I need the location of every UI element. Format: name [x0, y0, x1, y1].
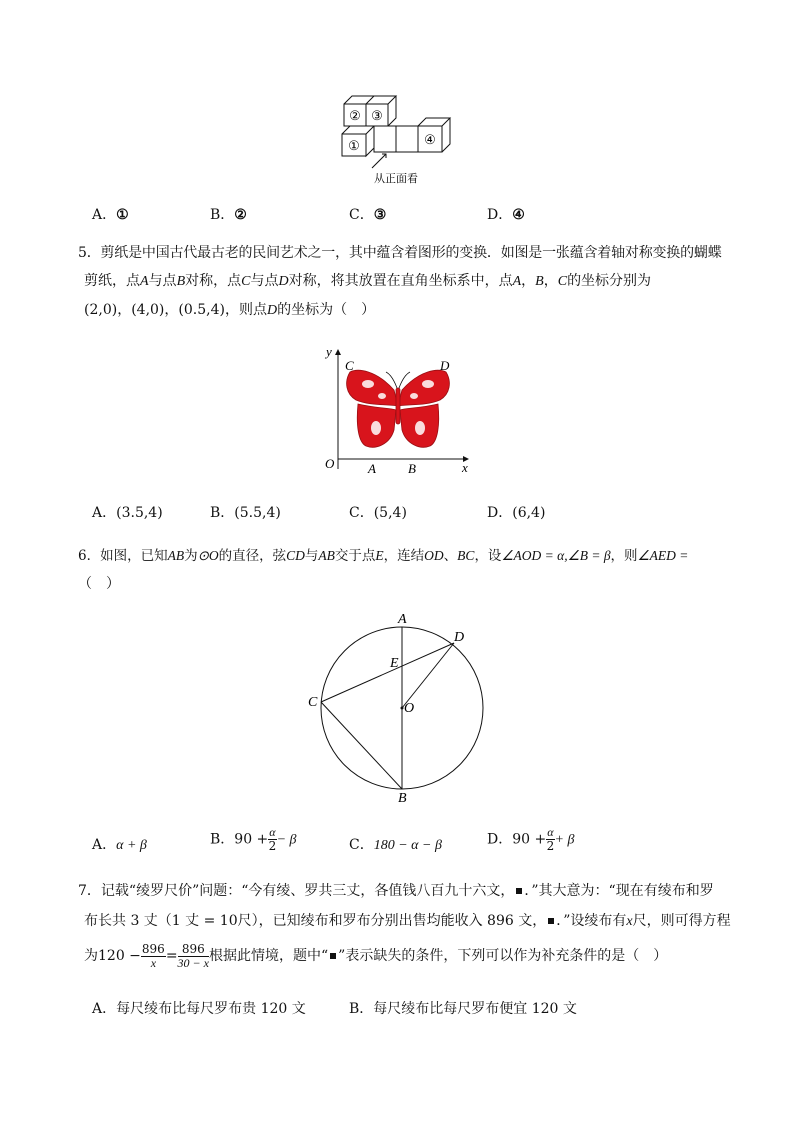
q6-option-c[interactable]: C．180 − α − β: [349, 837, 442, 853]
circle-point-c: C: [308, 695, 318, 710]
butterfly-image: [347, 370, 450, 447]
missing-condition-square-icon: [330, 953, 336, 959]
axis-y-label: y: [326, 344, 332, 359]
origin-label: O: [325, 456, 335, 471]
q5-line-1: 5．剪纸是中国古代最古老的民间艺术之一，其中蕴含着图形的变换．如图是一张蕴含着轴对称变换的蝴蝶: [78, 245, 722, 261]
q6-option-a[interactable]: A．α + β: [92, 837, 147, 853]
circle-point-e: E: [390, 656, 399, 671]
q5-option-d[interactable]: D．(6,4): [487, 505, 546, 521]
butterfly-coordinate-figure: [318, 344, 478, 476]
circle-center-o: O: [404, 701, 415, 716]
q6-option-d[interactable]: D．90 + $\frac{\alpha}{2}$ + β: [487, 825, 575, 853]
axis-x-label: x: [462, 460, 468, 475]
q7-option-b[interactable]: B．每尺绫布比每尺罗布便宜 120 文: [349, 1001, 577, 1017]
q7-line-1: 7．记载“绫罗尺价”问题：“今有绫、罗共三丈，各值钱八百九十六文， ．”其大意为：“现在有绫布和罗: [78, 883, 714, 899]
cube-label-3: ③: [371, 108, 383, 123]
circle-point-b: B: [398, 791, 407, 806]
q5-line-3: (2,0)，(4,0)，(0.5,4)，则点D的坐标为（ ）: [84, 302, 376, 318]
cube-label-4: ④: [424, 132, 436, 147]
q7-option-a[interactable]: A．每尺绫布比每尺罗布贵 120 文: [92, 1001, 306, 1017]
circle-geometry-figure: [306, 610, 502, 806]
q6-line-1: 6．如图，已知AB为⊙O的直径，弦CD与AB交于点E，连结OD、BC，设∠AOD = α,∠B = β，则∠AED =: [78, 548, 689, 564]
q6-line-2: （ ）: [78, 576, 120, 592]
cube-label-2: ②: [349, 108, 361, 123]
q4-option-d[interactable]: D．④: [487, 207, 525, 223]
missing-condition-square-icon: [548, 918, 554, 924]
q4-option-a[interactable]: A．①: [92, 207, 129, 223]
q5-line-2: 剪纸，点A与点B对称，点C与点D对称，将其放置在直角坐标系中，点A，B，C的坐标分别为: [84, 273, 652, 289]
q5-option-b[interactable]: B．(5.5,4): [210, 505, 281, 521]
q4-option-c[interactable]: C．③: [349, 207, 387, 223]
point-d-label: D: [440, 358, 450, 373]
q6-option-b[interactable]: B．90 + $\frac{\alpha}{2}$ − β: [210, 825, 297, 853]
circle-point-d: D: [454, 630, 465, 645]
q5-option-a[interactable]: A．(3.5,4): [92, 505, 163, 521]
q7-line-3: 为120 − $\frac{896}{x}$ = $\frac{896}{30 - x}$ 根据此情境，题中“ ”表示缺失的条件，下列可以作为补充条件的是（ ）: [84, 941, 668, 970]
point-a-label: A: [368, 461, 376, 476]
circle-point-a: A: [398, 612, 407, 627]
cube-caption: 从正面看: [374, 172, 418, 185]
q5-option-c[interactable]: C．(5,4): [349, 505, 407, 521]
cube-label-1: ①: [348, 138, 360, 153]
missing-condition-square-icon: [516, 888, 522, 894]
cube-views-figure: [330, 92, 470, 188]
point-b-label: B: [408, 461, 416, 476]
point-c-label: C: [345, 358, 354, 373]
q7-line-2: 布长共 3 丈（1 丈 = 10尺），已知绫布和罗布分别出售均能收入 896 文， ．”设绫布有x尺，则可得方程: [84, 913, 731, 929]
q4-option-b[interactable]: B．②: [210, 207, 247, 223]
